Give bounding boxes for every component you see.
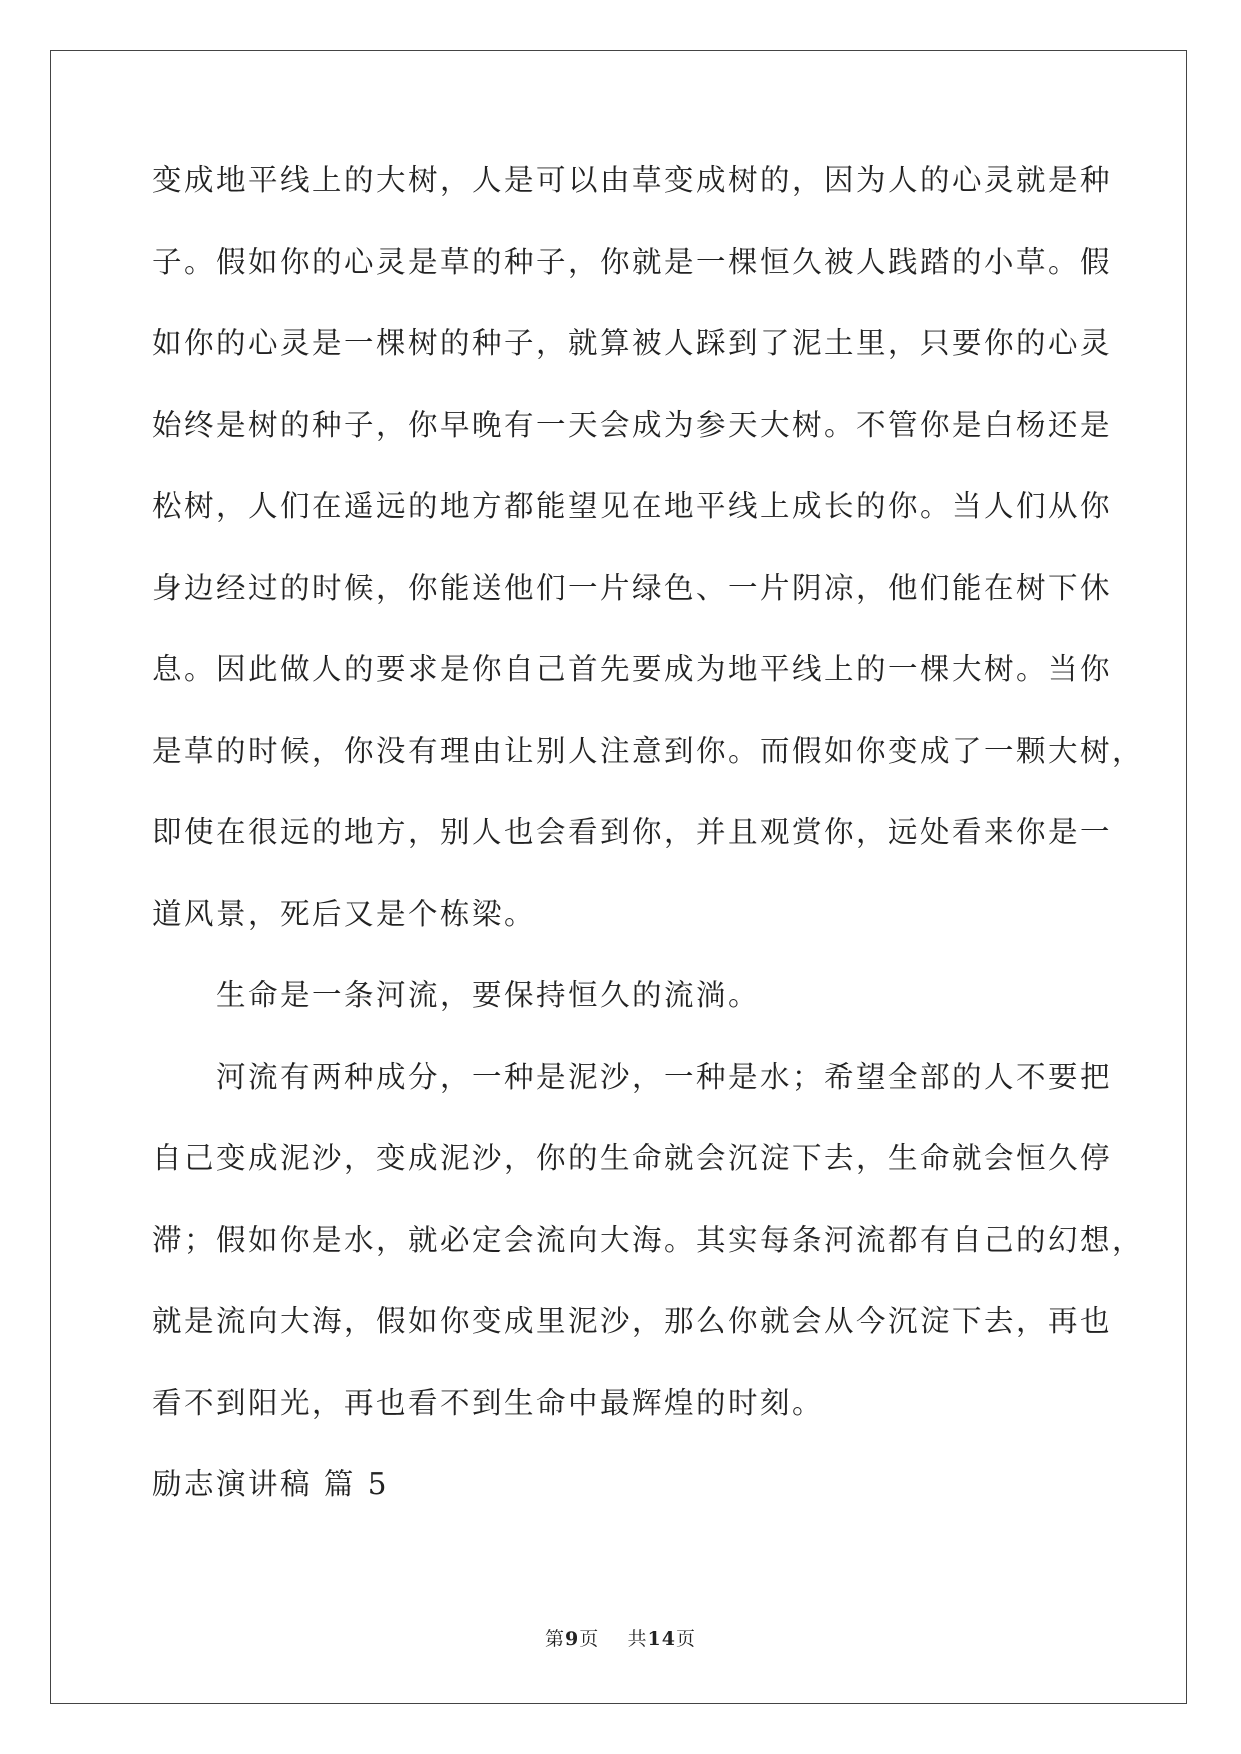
page-prefix: 第 [545, 1628, 566, 1650]
total-pages: 14 [647, 1628, 676, 1650]
text-line: 就是流向大海，假如你变成里泥沙，那么你就会从今沉淀下去，再也 [152, 1304, 1113, 1338]
text-line: 即使在很远的地方，别人也会看到你，并且观赏你，远处看来你是一 [152, 815, 1113, 849]
section-heading: 励志演讲稿 篇 5 [152, 1467, 390, 1501]
text-line: 息。因此做人的要求是你自己首先要成为地平线上的一棵大树。当你 [152, 652, 1113, 686]
text-line: 松树，人们在遥远的地方都能望见在地平线上成长的你。当人们从你 [152, 489, 1113, 523]
total-prefix: 共 [627, 1628, 648, 1650]
text-line: 始终是树的种子，你早晚有一天会成为参天大树。不管你是白杨还是 [152, 407, 1113, 442]
page-footer [0, 1624, 1241, 1651]
text-line: 身边经过的时候，你能送他们一片绿色、一片阴凉，他们能在树下休 [152, 570, 1113, 605]
text-line: 子。假如你的心灵是草的种子，你就是一棵恒久被人践踏的小草。假 [152, 244, 1113, 279]
text-line: 如你的心灵是一棵树的种子，就算被人踩到了泥土里，只要你的心灵 [152, 326, 1113, 360]
paragraph-start-line: 生命是一条河流，要保持恒久的流淌。 [216, 978, 761, 1012]
total-unit: 页 [675, 1628, 696, 1650]
text-line: 自己变成泥沙，变成泥沙，你的生命就会沉淀下去，生命就会恒久停 [152, 1141, 1113, 1175]
text-line: 变成地平线上的大树，人是可以由草变成树的，因为人的心灵就是种 [152, 163, 1113, 197]
text-line: 是草的时候，你没有理由让别人注意到你。而假如你变成了一颗大树， [152, 733, 1145, 768]
text-line: 滞；假如你是水，就必定会流向大海。其实每条河流都有自己的幻想， [152, 1222, 1145, 1257]
text-line: 看不到阳光，再也看不到生命中最辉煌的时刻。 [152, 1385, 825, 1420]
paragraph-start-line: 河流有两种成分，一种是泥沙，一种是水；希望全部的人不要把 [216, 1059, 1113, 1094]
text-line: 道风景，死后又是个栋梁。 [152, 896, 537, 931]
document-body [152, 160, 1145, 1546]
page-number: 9 [565, 1628, 580, 1650]
page-unit: 页 [579, 1628, 600, 1650]
